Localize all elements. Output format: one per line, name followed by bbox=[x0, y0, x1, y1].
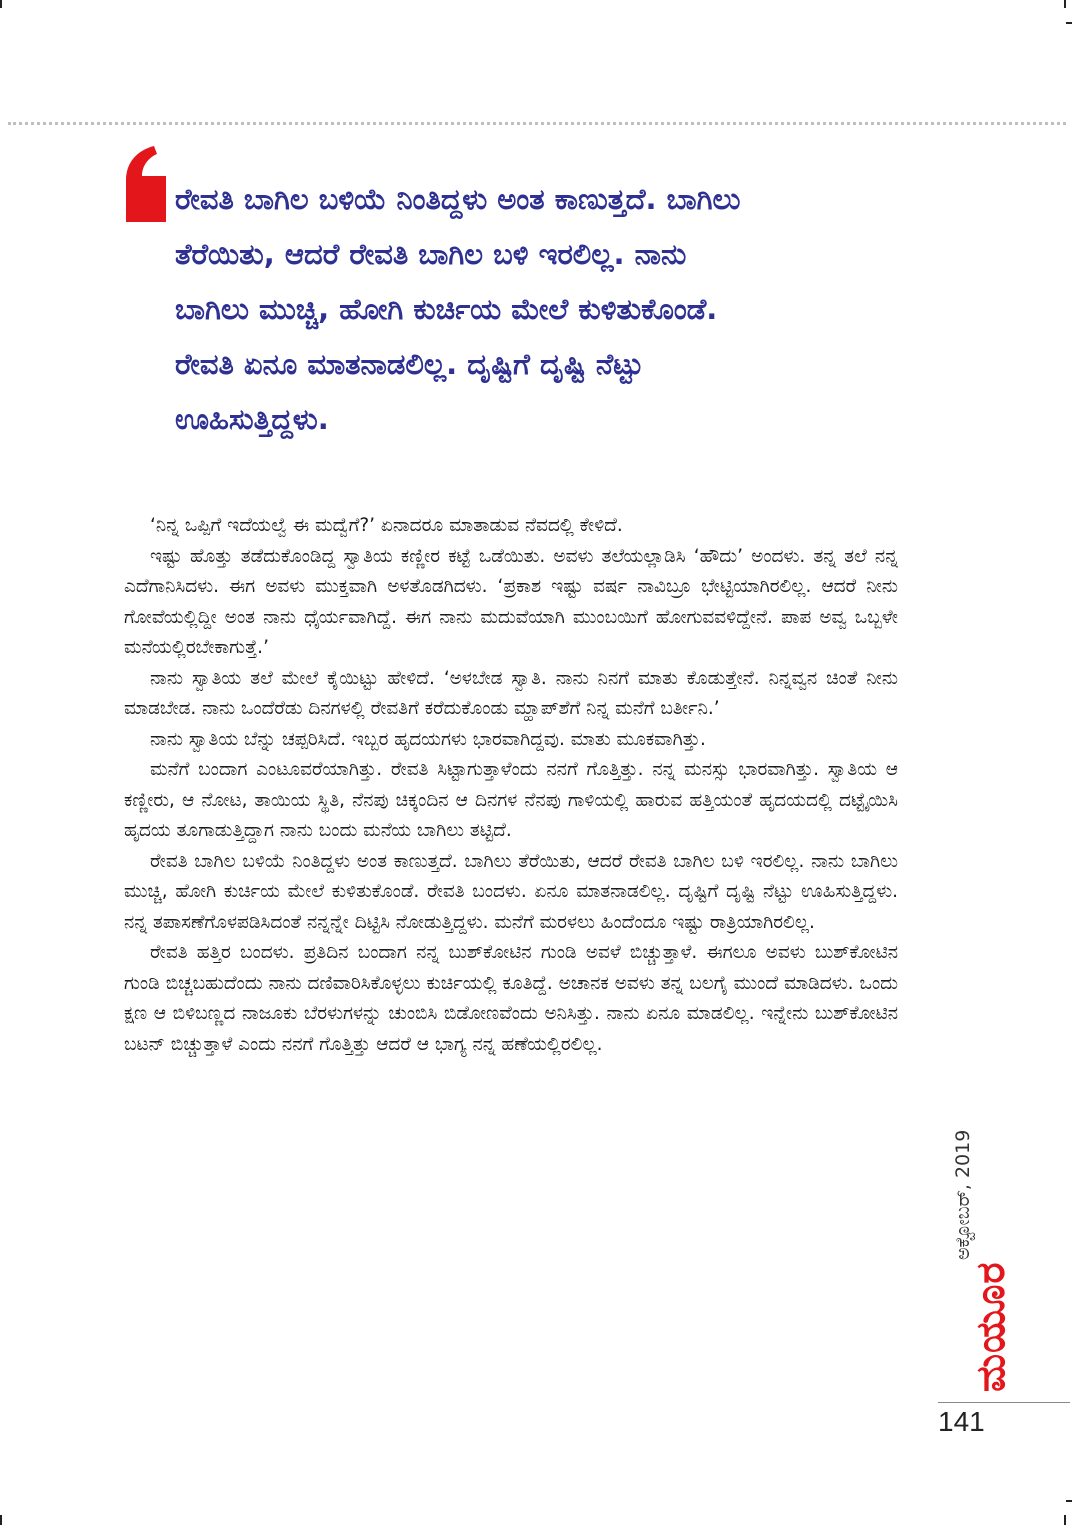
page-number: 141 bbox=[938, 1406, 985, 1437]
footer-rule bbox=[938, 1402, 1070, 1403]
body-paragraph: ಮನೆಗೆ ಬಂದಾಗ ಎಂಟೂವರೆಯಾಗಿತ್ತು. ರೇವತಿ ಸಿಟ್ಟಾಗುತ್ತಾಳೆಂದು ನನಗೆ ಗೊತ್ತಿತ್ತು. ನನ್ನ ಮನಸ್ಸು ಭಾರವಾಗಿತ್ತು. ಸ್ವಾತಿಯ ಆ ಕಣ್ಣೀರು, ಆ ನೋಟ, ತಾಯಿಯ ಸ್ಥಿತಿ, ನೆನಪು ಚಿಕ್ಕಂದಿನ ಆ ದಿನಗಳ ನೆನಪು ಗಾಳಿಯಲ್ಲಿ ಹಾರುವ ಹತ್ತಿಯಂತೆ ಹೃದಯದಲ್ಲಿ ದಟ್ಟೈಯಿಸಿ ಹೃದಯ ತೂಗಾಡುತ್ತಿದ್ದಾಗ ನಾನು ಬಂದು ಮನೆಯ ಬಾಗಿಲು ತಟ್ಟಿದೆ. bbox=[124, 759, 898, 841]
body-paragraph: ನಾನು ಸ್ವಾತಿಯ ತಲೆ ಮೇಲೆ ಕೈಯಿಟ್ಟು ಹೇಳಿದೆ. ‘ಅಳಬೇಡ ಸ್ವಾತಿ. ನಾನು ನಿನಗೆ ಮಾತು ಕೊಡುತ್ತೇನೆ. ನಿನ್ನವ್ವನ ಚಿಂತೆ ನೀನು ಮಾಡಬೇಡ. ನಾನು ಒಂದೆರೆಡು ದಿನಗಳಲ್ಲಿ ರೇವತಿಗೆ ಕರೆದುಕೊಂಡು ಮ್ಹಾಪ್‌ಶೆಗೆ ನಿನ್ನ ಮನೆಗೆ ಬರ್ತೀನಿ.’ bbox=[124, 667, 898, 719]
crop-mark-bottom-left bbox=[0, 1515, 2, 1525]
pull-quote bbox=[175, 172, 915, 447]
opening-quote-icon bbox=[124, 146, 168, 222]
pull-quote-line: ಬಾಗಿಲು ಮುಚ್ಚಿ, ಹೋಗಿ ಕುರ್ಚಿಯ ಮೇಲೆ ಕುಳಿತುಕೊಂಡೆ. bbox=[175, 292, 718, 326]
body-paragraph: ರೇವತಿ ಬಾಗಿಲ ಬಳಿಯೆ ನಿಂತಿದ್ದಳು ಅಂತ ಕಾಣುತ್ತದೆ. ಬಾಗಿಲು ತೆರೆಯಿತು, ಆದರೆ ರೇವತಿ ಬಾಗಿಲ ಬಳಿ ಇರಲಿಲ್ಲ. ನಾನು ಬಾಗಿಲು ಮುಚ್ಚಿ, ಹೋಗಿ ಕುರ್ಚಿಯ ಮೇಲೆ ಕುಳಿತುಕೊಂಡೆ. ರೇವತಿ ಬಂದಳು. ಏನೂ ಮಾತನಾಡಲಿಲ್ಲ. ದೃಷ್ಟಿಗೆ ದೃಷ್ಟಿ ನೆಟ್ಟು ಊಹಿಸುತ್ತಿದ್ದಳು. ನನ್ನ ತಪಾಸಣೆಗೊಳಪಡಿಸಿದಂತೆ ನನ್ನನ್ನೇ ದಿಟ್ಟಿಸಿ ನೋಡುತ್ತಿದ್ದಳು. ಮನೆಗೆ ಮರಳಲು ಹಿಂದೆಂದೂ ಇಷ್ಟು ರಾತ್ರಿಯಾಗಿರಲಿಲ್ಲ. bbox=[124, 850, 898, 933]
issue-date: ಅಕ್ಟೋಬರ್, 2019 bbox=[952, 1129, 974, 1260]
dotted-header-rule bbox=[8, 122, 1066, 125]
body-paragraph: ಇಷ್ಟು ಹೊತ್ತು ತಡೆದುಕೊಂಡಿದ್ದ ಸ್ವಾತಿಯ ಕಣ್ಣೀರ ಕಟ್ಟೆ ಒಡೆಯಿತು. ಅವಳು ತಲೆಯಲ್ಲಾಡಿಸಿ ‘ಹೌದು’ ಅಂದಳು. ತನ್ನ ತಲೆ ನನ್ನ ಎದೆಗಾನಿಸಿದಳು. ಈಗ ಅವಳು ಮುಕ್ತವಾಗಿ ಅಳತೊಡಗಿದಳು. ‘ಪ್ರಕಾಶ ಇಷ್ಟು ವರ್ಷ ನಾವಿಬ್ರೂ ಭೇಟ್ಟಿಯಾಗಿರಲಿಲ್ಲ. ಆದರೆ ನೀನು ಗೋವೆಯಲ್ಲಿದ್ದೀ ಅಂತ ನಾನು ಧೈರ್ಯವಾಗಿದ್ದೆ. ಈಗ ನಾನು ಮದುವೆಯಾಗಿ ಮುಂಬಯಿಗೆ ಹೋಗುವವಳಿದ್ದೇನೆ. ಪಾಪ ಅವ್ವ ಒಬ್ಬಳೇ ಮನೆಯಲ್ಲಿರಬೇಕಾಗುತ್ತೆ.’ bbox=[124, 545, 898, 658]
crop-mark-right-upper bbox=[1066, 22, 1072, 24]
pull-quote-line: ಊಹಿಸುತ್ತಿದ್ದಳು. bbox=[175, 402, 329, 436]
body-paragraph: ನಾನು ಸ್ವಾತಿಯ ಬೆನ್ನು ಚಪ್ಪರಿಸಿದೆ. ಇಬ್ಬರ ಹೃದಯಗಳು ಭಾರವಾಗಿದ್ದವು. ಮಾತು ಮೂಕವಾಗಿತ್ತು. bbox=[150, 728, 706, 750]
body-paragraph: ‘ನಿನ್ನ ಒಪ್ಪಿಗೆ ಇದೆಯಲ್ವೆ ಈ ಮದ್ವೆಗೆ?’ ಏನಾದರೂ ಮಾತಾಡುವ ನೆವದಲ್ಲಿ ಕೇಳಿದೆ. bbox=[150, 515, 623, 536]
crop-mark-top-left bbox=[0, 0, 2, 8]
body-paragraph: ರೇವತಿ ಹತ್ತಿರ ಬಂದಳು. ಪ್ರತಿದಿನ ಬಂದಾಗ ನನ್ನ ಬುಶ್‌ಕೋಟಿನ ಗುಂಡಿ ಅವಳೆ ಬಿಚ್ಚುತ್ತಾಳೆ. ಈಗಲೂ ಅವಳು ಬುಶ್‌ಕೋಟಿನ ಗುಂಡಿ ಬಿಚ್ಚಬಹುದೆಂದು ನಾನು ದಣಿವಾರಿಸಿಕೊಳ್ಳಲು ಕುರ್ಚಿಯಲ್ಲಿ ಕೂತಿದ್ದೆ. ಅಚಾನಕ ಅವಳು ತನ್ನ ಬಲಗೈ ಮುಂದೆ ಮಾಡಿದಳು. ಒಂದು ಕ್ಷಣ ಆ ಬಿಳಿಬಣ್ಣದ ನಾಜೂಕು ಬೆರಳುಗಳನ್ನು ಚುಂಬಿಸಿ ಬಿಡೋಣವೆಂದು ಅನಿಸಿತ್ತು. ನಾನು ಏನೂ ಮಾಡಲಿಲ್ಲ. ಇನ್ನೇನು ಬುಶ್‌ಕೋಟಿನ ಬಟನ್ ಬಿಚ್ಚುತ್ತಾಳೆ ಎಂದು ನನಗೆ ಗೊತ್ತಿತ್ತು ಆದರೆ ಆ ಭಾಗ್ಯ ನನ್ನ ಹಣೆಯಲ್ಲಿರಲಿಲ್ಲ. bbox=[124, 942, 898, 1055]
article-body bbox=[124, 511, 898, 1060]
pull-quote-line: ರೇವತಿ ಏನೂ ಮಾತನಾಡಲಿಲ್ಲ. ದೃಷ್ಟಿಗೆ ದೃಷ್ಟಿ ನೆಟ್ಟು bbox=[175, 347, 644, 381]
crop-mark-right-lower bbox=[1066, 1500, 1072, 1502]
crop-mark-bottom-right bbox=[1064, 1515, 1066, 1525]
pull-quote-line: ತೆರೆಯಿತು, ಆದರೆ ರೇವತಿ ಬಾಗಿಲ ಬಳಿ ಇರಲಿಲ್ಲ. ನಾನು bbox=[175, 237, 687, 271]
pull-quote-line: ರೇವತಿ ಬಾಗಿಲ ಬಳಿಯೆ ನಿಂತಿದ್ದಳು ಅಂತ ಕಾಣುತ್ತದೆ. ಬಾಗಿಲು bbox=[175, 182, 741, 216]
magazine-name: ಮಯೂರ bbox=[968, 1261, 1014, 1392]
crop-mark-top-right bbox=[1064, 0, 1066, 8]
